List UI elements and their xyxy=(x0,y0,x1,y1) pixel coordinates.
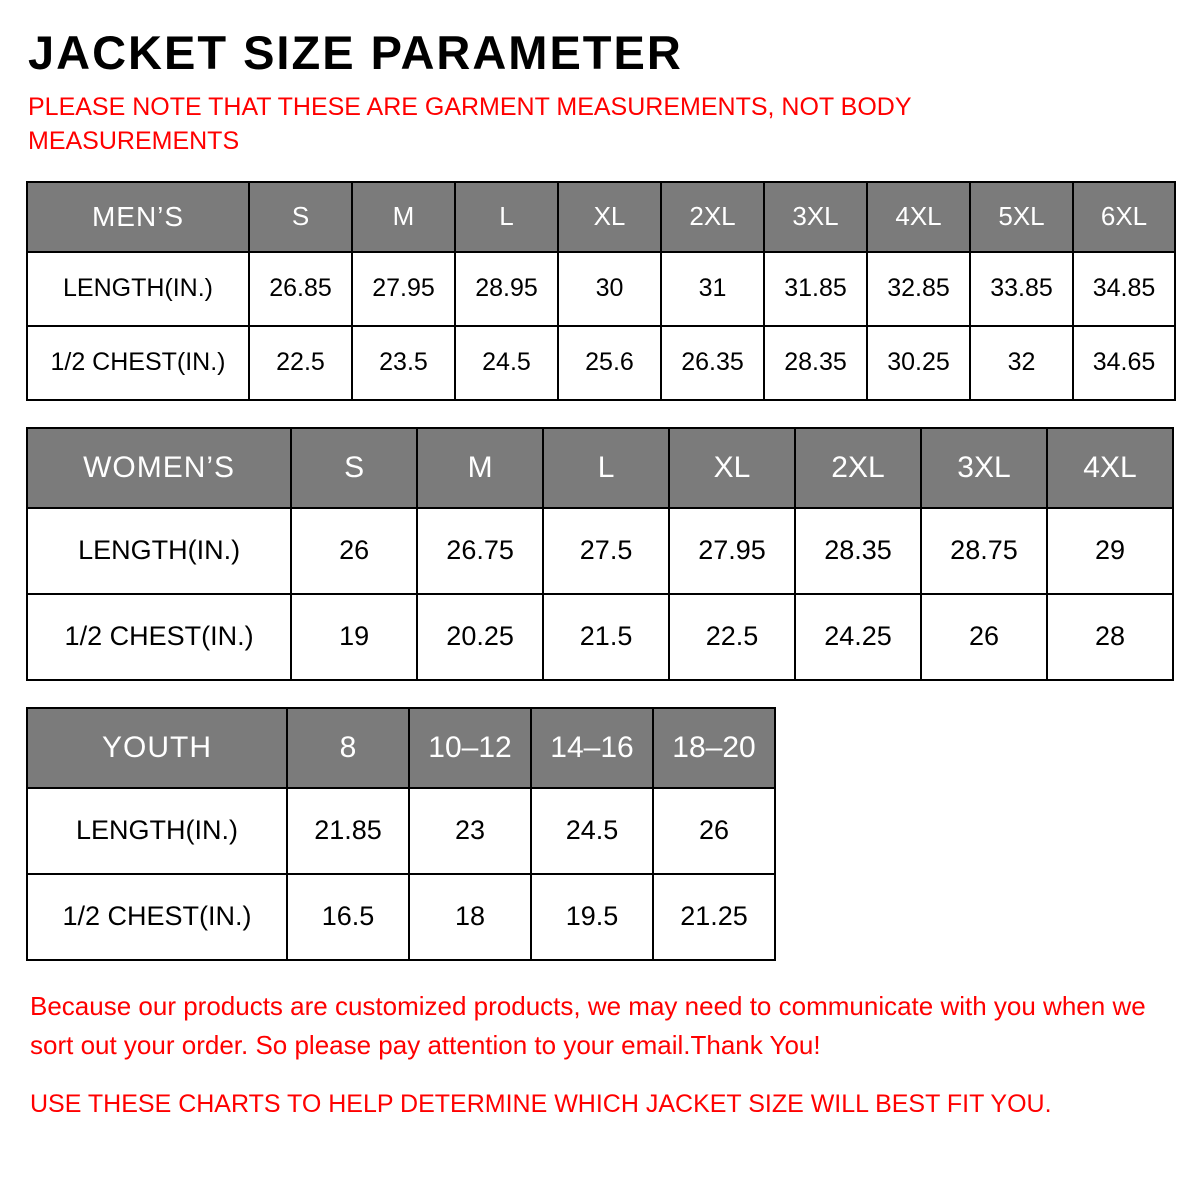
table-cell: 25.6 xyxy=(558,326,661,400)
table-cell: 22.5 xyxy=(669,594,795,680)
womens-size-table xyxy=(26,427,1174,681)
table-cell: 28.75 xyxy=(921,508,1047,594)
table-cell: 33.85 xyxy=(970,252,1073,326)
table-cell: 23 xyxy=(409,788,531,874)
youth-size-header: 10–12 xyxy=(409,708,531,788)
table-cell: 26 xyxy=(921,594,1047,680)
table-cell: 31 xyxy=(661,252,764,326)
table-cell: 26.85 xyxy=(249,252,352,326)
table-cell: 21.5 xyxy=(543,594,669,680)
table-cell: 28.35 xyxy=(764,326,867,400)
row-label: LENGTH(IN.) xyxy=(27,508,291,594)
mens-size-header: 4XL xyxy=(867,182,970,252)
table-cell: 16.5 xyxy=(287,874,409,960)
table-cell: 23.5 xyxy=(352,326,455,400)
womens-size-header: XL xyxy=(669,428,795,508)
page-title: JACKET SIZE PARAMETER xyxy=(28,26,683,79)
table-cell: 22.5 xyxy=(249,326,352,400)
table-cell: 27.95 xyxy=(352,252,455,326)
row-label: LENGTH(IN.) xyxy=(27,252,249,326)
womens-size-header: M xyxy=(417,428,543,508)
womens-size-header: S xyxy=(291,428,417,508)
table-cell: 24.25 xyxy=(795,594,921,680)
table-row xyxy=(27,326,1175,400)
womens-size-header: 3XL xyxy=(921,428,1047,508)
row-label: LENGTH(IN.) xyxy=(27,788,287,874)
youth-category-label: YOUTH xyxy=(27,708,287,788)
table-cell: 19 xyxy=(291,594,417,680)
table-cell: 29 xyxy=(1047,508,1173,594)
table-cell: 28.35 xyxy=(795,508,921,594)
measurement-note: PLEASE NOTE THAT THESE ARE GARMENT MEASUREMENTS, NOT BODY MEASUREMENTS xyxy=(28,93,912,156)
womens-size-header: L xyxy=(543,428,669,508)
youth-size-header: 8 xyxy=(287,708,409,788)
table-cell: 21.85 xyxy=(287,788,409,874)
womens-size-header: 2XL xyxy=(795,428,921,508)
mens-size-header: M xyxy=(352,182,455,252)
table-cell: 26 xyxy=(653,788,775,874)
mens-size-header: 6XL xyxy=(1073,182,1175,252)
mens-size-table xyxy=(26,181,1176,401)
table-cell: 30 xyxy=(558,252,661,326)
table-cell: 26 xyxy=(291,508,417,594)
table-header-row xyxy=(27,708,775,788)
table-cell: 24.5 xyxy=(531,788,653,874)
table-cell: 26.75 xyxy=(417,508,543,594)
table-cell: 34.65 xyxy=(1073,326,1175,400)
table-header-row xyxy=(27,182,1175,252)
table-row xyxy=(27,252,1175,326)
table-cell: 27.95 xyxy=(669,508,795,594)
table-cell: 30.25 xyxy=(867,326,970,400)
mens-size-header: XL xyxy=(558,182,661,252)
table-cell: 18 xyxy=(409,874,531,960)
youth-size-header: 18–20 xyxy=(653,708,775,788)
customization-notice: Because our products are customized products, we may need to communicate with you when we sort out your order. So please pay attention to your email.Thank You! xyxy=(30,990,1146,1060)
chart-usage-notice: USE THESE CHARTS TO HELP DETERMINE WHICH JACKET SIZE WILL BEST FIT YOU. xyxy=(30,1089,1052,1118)
table-row xyxy=(27,594,1173,680)
mens-size-header: L xyxy=(455,182,558,252)
table-cell: 20.25 xyxy=(417,594,543,680)
mens-category-label: MEN’S xyxy=(27,182,249,252)
table-cell: 26.35 xyxy=(661,326,764,400)
table-cell: 28.95 xyxy=(455,252,558,326)
table-cell: 32 xyxy=(970,326,1073,400)
table-row xyxy=(27,788,775,874)
youth-size-table xyxy=(26,707,776,961)
mens-size-header: 3XL xyxy=(764,182,867,252)
table-row xyxy=(27,508,1173,594)
row-label: 1/2 CHEST(IN.) xyxy=(27,874,287,960)
mens-size-header: S xyxy=(249,182,352,252)
table-cell: 21.25 xyxy=(653,874,775,960)
mens-size-header: 5XL xyxy=(970,182,1073,252)
mens-size-header: 2XL xyxy=(661,182,764,252)
table-cell: 24.5 xyxy=(455,326,558,400)
womens-size-header: 4XL xyxy=(1047,428,1173,508)
table-cell: 31.85 xyxy=(764,252,867,326)
table-cell: 28 xyxy=(1047,594,1173,680)
womens-category-label: WOMEN’S xyxy=(27,428,291,508)
youth-size-header: 14–16 xyxy=(531,708,653,788)
table-cell: 34.85 xyxy=(1073,252,1175,326)
table-header-row xyxy=(27,428,1173,508)
row-label: 1/2 CHEST(IN.) xyxy=(27,326,249,400)
table-cell: 19.5 xyxy=(531,874,653,960)
table-cell: 32.85 xyxy=(867,252,970,326)
table-cell: 27.5 xyxy=(543,508,669,594)
row-label: 1/2 CHEST(IN.) xyxy=(27,594,291,680)
table-row xyxy=(27,874,775,960)
